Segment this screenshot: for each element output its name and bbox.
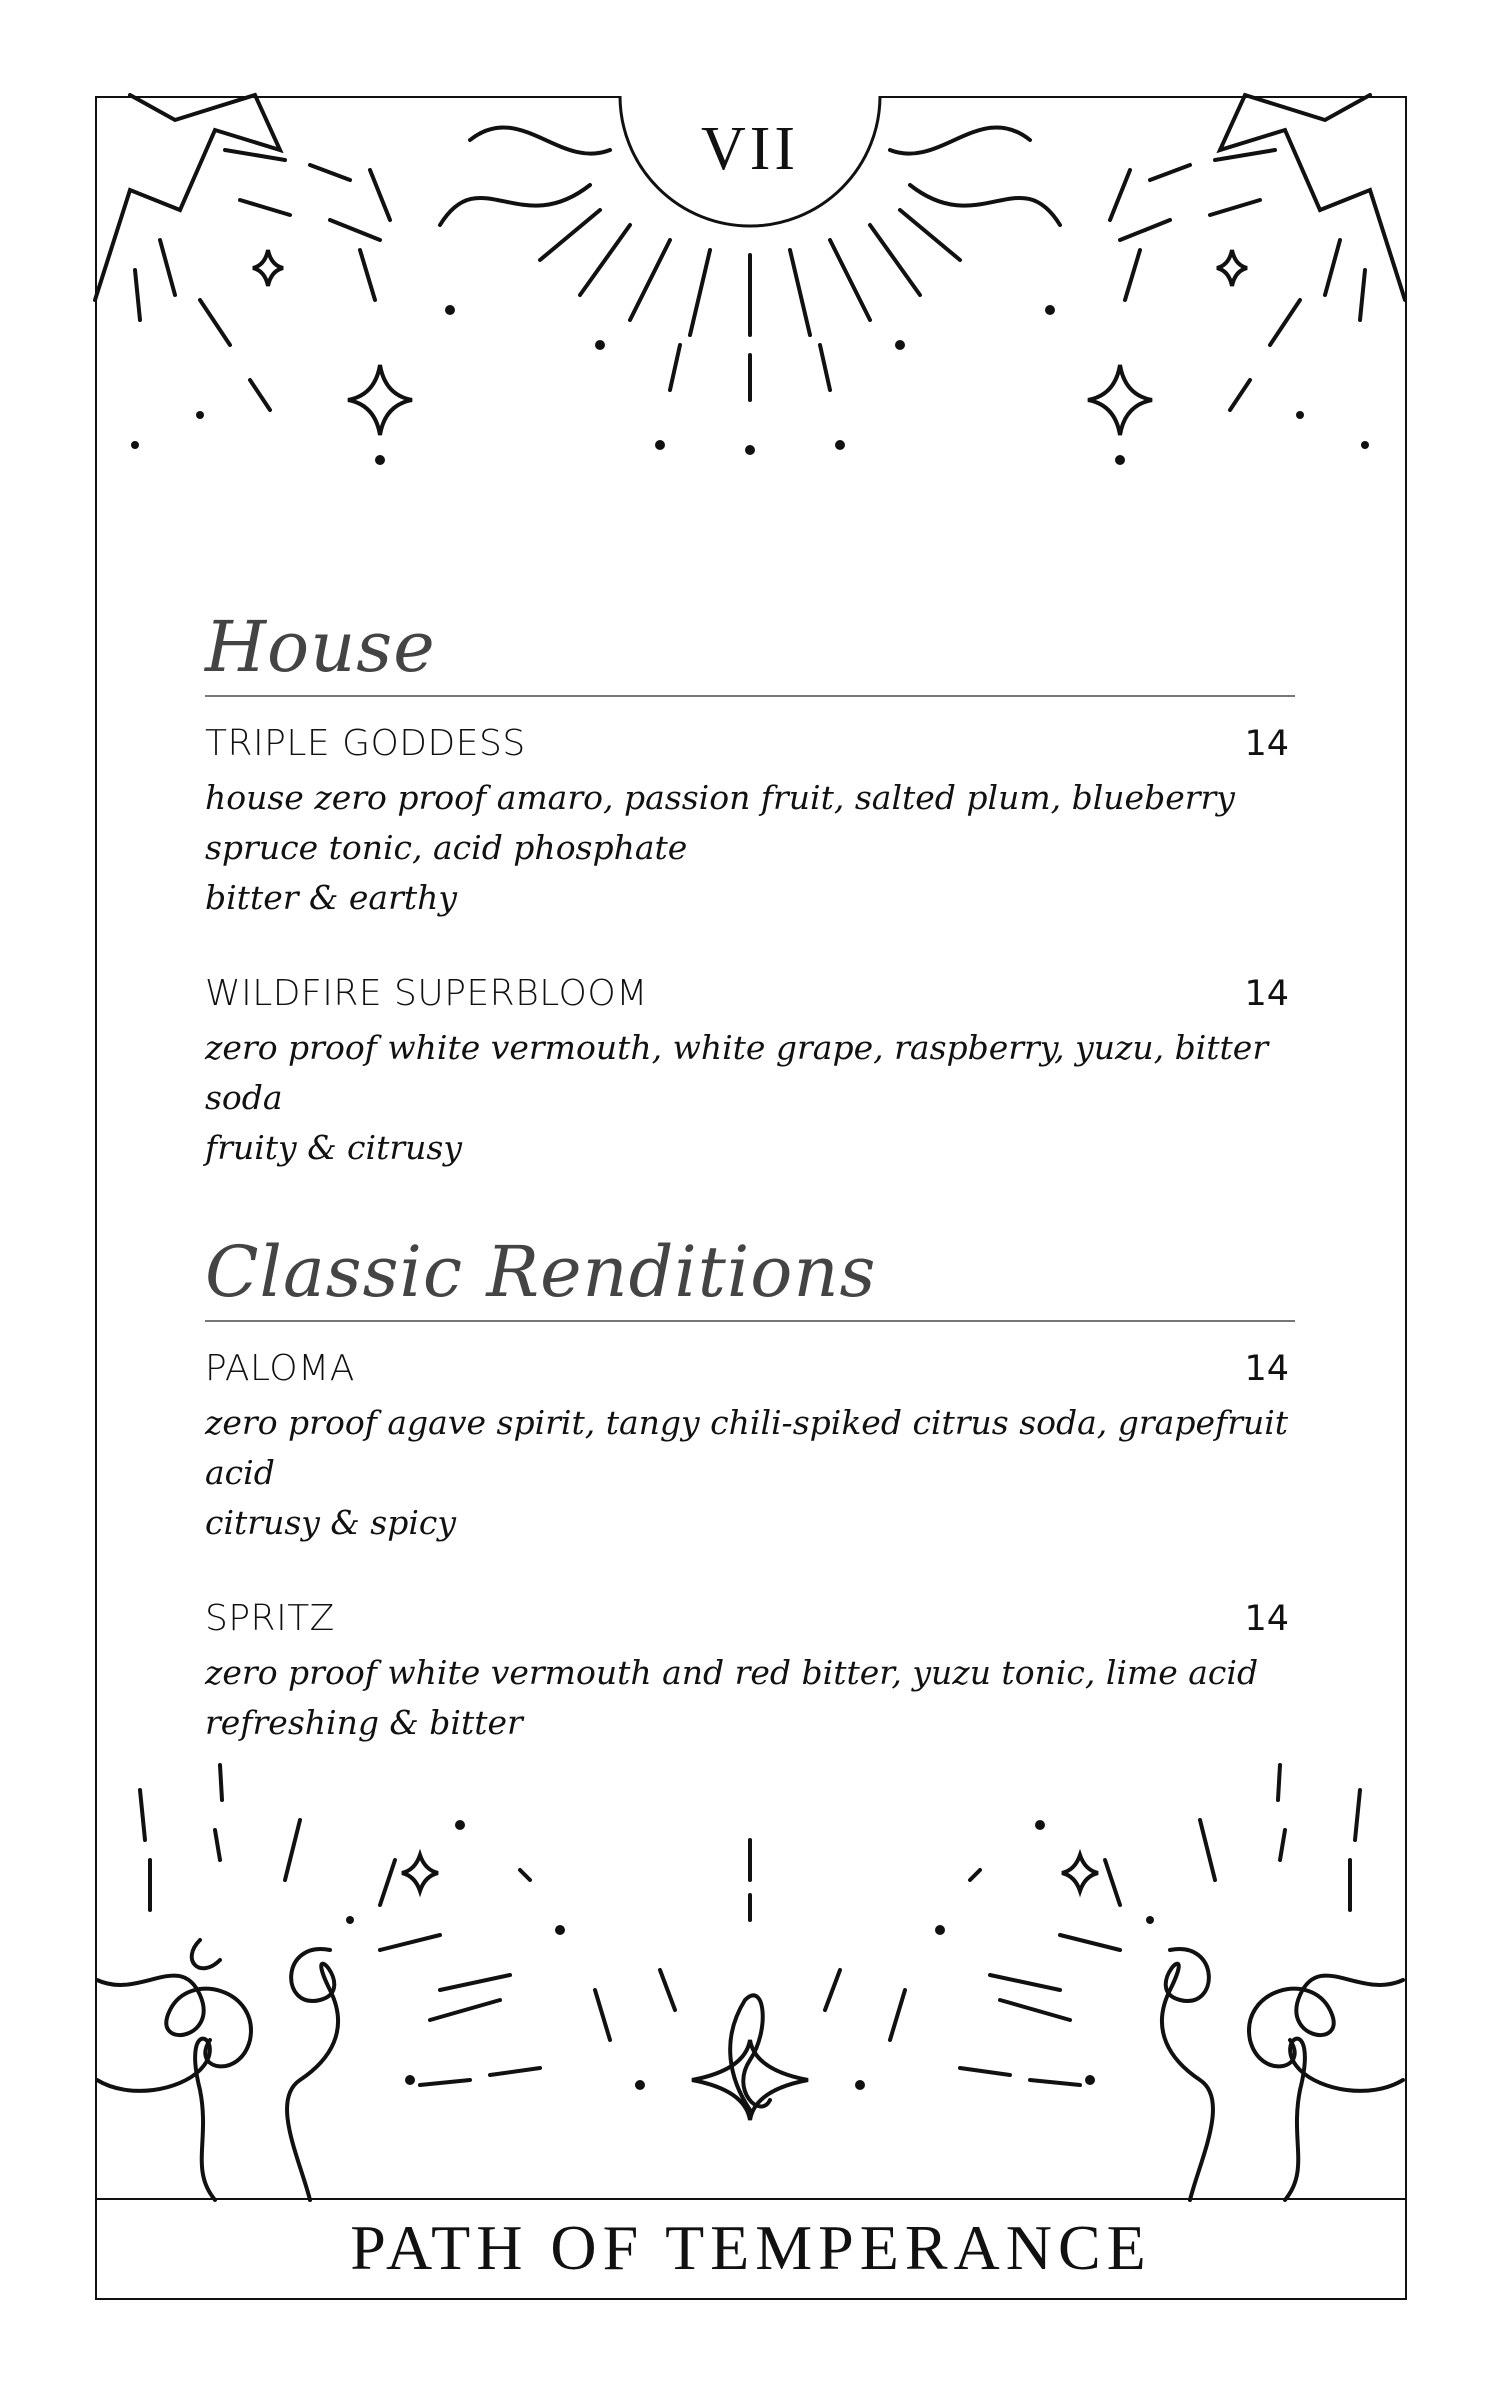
item-name: SPRITZ — [205, 1598, 335, 1639]
section-title: Classic Renditions — [205, 1231, 877, 1313]
item-price: 14 — [1244, 1599, 1289, 1639]
item-name: WILDFIRE SUPERBLOOM — [205, 973, 648, 1014]
item-description: zero proof white vermouth, white grape, raspberry, yuzu, bitter soda — [205, 1028, 1269, 1117]
item-price: 14 — [1244, 974, 1289, 1014]
item-price: 14 — [1244, 724, 1289, 764]
item-description: zero proof agave spirit, tangy chili-spiked citrus soda, grapefruit acid — [205, 1403, 1289, 1492]
item-price: 14 — [1244, 1349, 1289, 1389]
item-name: PALOMA — [205, 1348, 355, 1389]
item-description: zero proof white vermouth and red bitter, yuzu tonic, lime acid — [205, 1653, 1259, 1692]
item-description: house zero proof amaro, passion fruit, salted plum, blueberry spruce tonic, acid phosphate — [205, 778, 1235, 867]
item-flavor-note: citrusy & spicy — [205, 1503, 456, 1542]
card-title: PATH OF TEMPERANCE — [350, 2212, 1152, 2283]
item-flavor-note: refreshing & bitter — [205, 1703, 523, 1742]
swirl-icon — [97, 1976, 251, 2067]
card-numeral: VII — [700, 115, 800, 183]
item-name: TRIPLE GODDESS — [205, 723, 526, 764]
item-flavor-note: fruity & citrusy — [205, 1128, 462, 1167]
item-flavor-note: bitter & earthy — [205, 878, 457, 917]
section-title: House — [205, 606, 436, 688]
